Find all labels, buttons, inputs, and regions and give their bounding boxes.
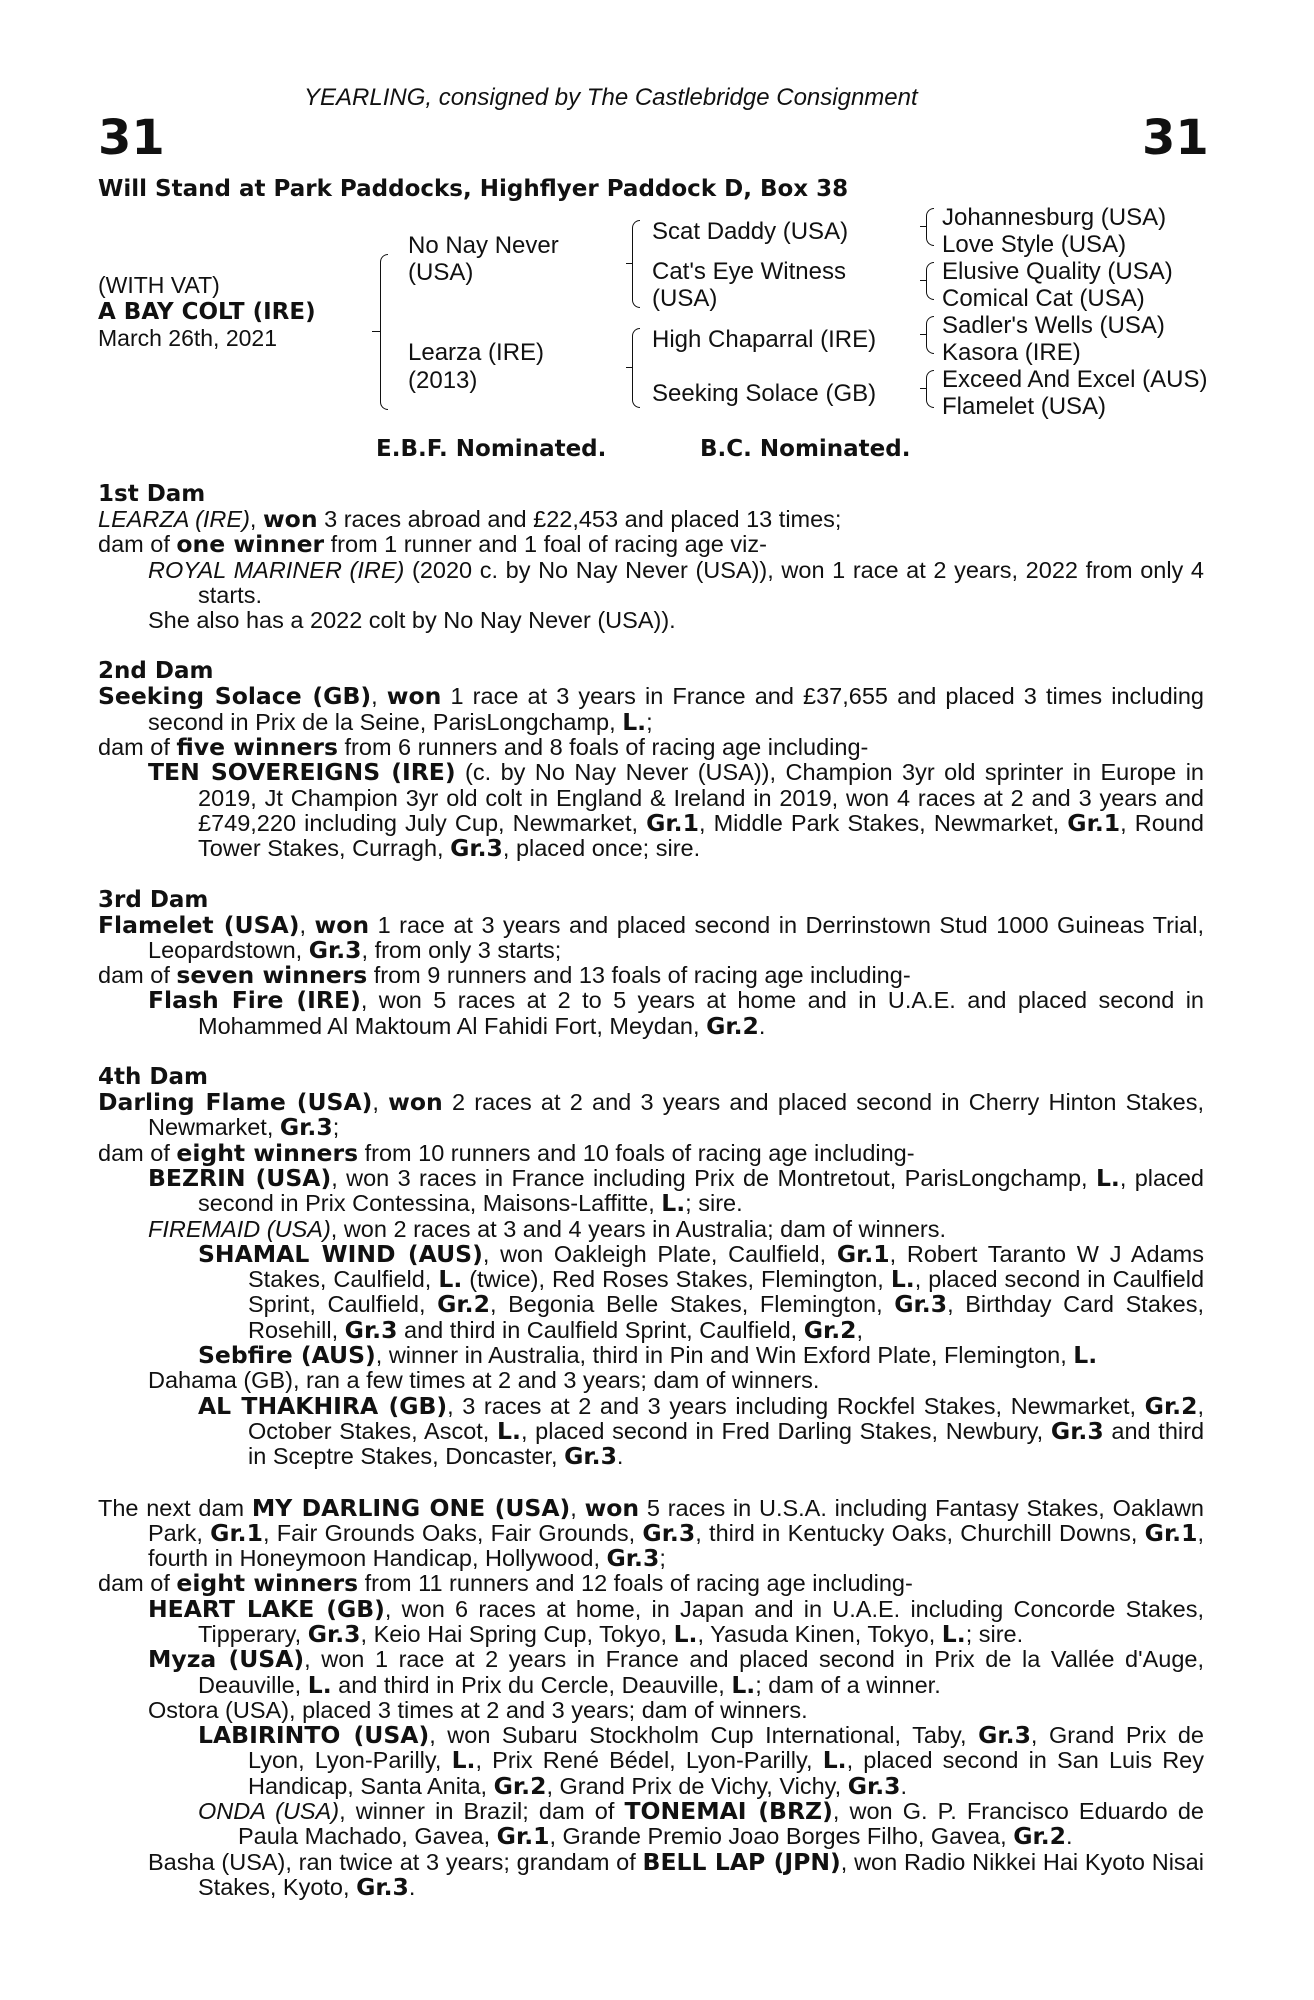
produce-ostora: Ostora (USA), placed 3 times at 2 and 3 years; dam of winners. <box>148 1696 808 1723</box>
catalogue-page-body <box>98 482 1204 1900</box>
produce-flash-fire: Flash Fire (IRE), won 5 races at 2 to 5 years at home and in U.A.E. and placed second in Mohammed Al Maktoum Al Fahidi Fort, Meydan, Gr.2. <box>148 986 1204 1040</box>
produce-2022-colt: She also has a 2022 colt by No Nay Never (USA)). <box>148 607 676 634</box>
second-dam-heading: 2nd Dam <box>98 658 214 685</box>
bc-nomination: B.C. Nominated. <box>700 436 911 462</box>
lot-number-right: 31 <box>1142 110 1209 166</box>
produce-firemaid: FIREMAID (USA), won 2 races at 3 and 4 years in Australia; dam of winners. <box>148 1215 947 1242</box>
next-dam-produce: dam of eight winners from 11 runners and 12 foals of racing age including- <box>98 1569 913 1598</box>
third-dam-text: Flamelet (USA), won 1 race at 3 years and placed second in Derrinstown Stud 1000 Guineas Trial, Leopardstown, Gr.3, from only 3 starts; <box>98 910 1204 964</box>
gg-brace-4 <box>926 370 934 408</box>
sire-line-brace <box>632 220 640 308</box>
pedigree-gg-8: Flamelet (USA) <box>942 393 1107 420</box>
produce-sebfire: Sebfire (AUS), winner in Australia, third in Pin and Win Exford Plate, Flemington, L. <box>198 1341 1098 1370</box>
pedigree-dam: Learza (IRE) <box>408 339 545 366</box>
first-dam-produce: dam of one winner from 1 runner and 1 foal of racing age viz- <box>98 530 767 559</box>
pedigree-gg-6: Kasora (IRE) <box>942 339 1081 366</box>
pedigree-dam-year: (2013) <box>408 367 478 394</box>
pedigree-granddam-2: Seeking Solace (GB) <box>652 380 877 407</box>
first-dam-heading: 1st Dam <box>98 481 206 507</box>
pedigree-gg-2: Love Style (USA) <box>942 231 1127 258</box>
pedigree-gg-1: Johannesburg (USA) <box>942 204 1167 231</box>
vat-note: (WITH VAT) <box>98 272 220 298</box>
pedigree-gg-4: Comical Cat (USA) <box>942 285 1145 312</box>
produce-dahama: Dahama (GB), ran a few times at 2 and 3 years; dam of winners. <box>148 1367 820 1394</box>
produce-royal-mariner: ROYAL MARINER (IRE) (2020 c. by No Nay Never (USA)), won 1 race at 2 years, 2022 from only 4 starts. <box>148 556 1204 608</box>
third-dam-produce: dam of seven winners from 9 runners and 13 foals of racing age including- <box>98 961 911 990</box>
pedigree-granddam-1: Cat's Eye Witness <box>652 258 846 285</box>
next-dam-text: The next dam MY DARLING ONE (USA), won 5 races in U.S.A. including Fantasy Stakes, Oaklawn Park, Gr.1, Fair Grounds Oaks, Fair Grounds, Gr.3, third in Kentucky Oaks, Churchill Downs, Gr.1, fourth in Honeymoon Handicap, Hollywood, Gr.3; <box>98 1493 1204 1573</box>
produce-al-thakhira: AL THAKHIRA (GB), 3 races at 2 and 3 years including Rockfel Stakes, Newmarket, Gr.2, October Stakes, Ascot, L., placed second in Fred Darling Stakes, Newbury, Gr.3 and third in Sceptre Stakes, Doncaster, Gr.3. <box>198 1391 1205 1471</box>
gg-brace-3 <box>926 316 934 354</box>
stabling-location: Will Stand at Park Paddocks, Highflyer Paddock D, Box 38 <box>98 176 849 202</box>
catalogue-subtitle: YEARLING, consigned by The Castlebridge Consignment <box>304 84 918 111</box>
fourth-dam-text: Darling Flame (USA), won 2 races at 2 and 3 years and placed second in Cherry Hinton Stakes, Newmarket, Gr.3; <box>98 1088 1205 1142</box>
gg-brace-1 <box>926 208 934 246</box>
gg-brace-2 <box>926 262 934 300</box>
produce-heart-lake: HEART LAKE (GB), won 6 races at home, in Japan and in U.A.E. including Concorde Stakes, Tipperary, Gr.3, Keio Hai Spring Cup, Tokyo, L., Yasuda Kinen, Tokyo, L.; sire. <box>148 1594 1204 1648</box>
dam-line-brace <box>632 328 640 408</box>
first-dam-text: LEARZA (IRE), won 3 races abroad and £22,453 and placed 13 times; <box>98 505 842 533</box>
produce-shamal-wind: SHAMAL WIND (AUS), won Oakleigh Plate, Caulfield, Gr.1, Robert Taranto W J Adams Stakes, Caulfield, L. (twice), Red Roses Stakes, Flemington, L., placed second in Caulfield Sprint, Caulfield, Gr.2, Begonia Belle Stakes, Flemington, Gr.3, Birthday Card Stakes, Rosehill, Gr.3 and third in Caulfield Sprint, Caulfield, Gr.2, <box>198 1239 1205 1344</box>
produce-labirinto: LABIRINTO (USA), won Subaru Stockholm Cup International, Taby, Gr.3, Grand Prix de Lyon, Lyon-Parilly, L., Prix René Bédel, Lyon-Parilly, L., placed second in San Luis Rey Handicap, Santa Anita, Gr.2, Grand Prix de Vichy, Vichy, Gr.3. <box>198 1721 1205 1800</box>
pedigree-sire: No Nay Never <box>408 232 559 259</box>
pedigree-sire-country: (USA) <box>408 259 474 286</box>
pedigree-gg-5: Sadler's Wells (USA) <box>942 312 1165 339</box>
lot-number-left: 31 <box>98 110 165 166</box>
pedigree-gg-7: Exceed And Excel (AUS) <box>942 366 1208 393</box>
ebf-nomination: E.B.F. Nominated. <box>376 436 607 462</box>
pedigree-gg-3: Elusive Quality (USA) <box>942 258 1173 285</box>
foaling-date: March 26th, 2021 <box>98 325 278 351</box>
second-dam-produce: dam of five winners from 6 runners and 8 foals of racing age including- <box>98 733 869 762</box>
third-dam-heading: 3rd Dam <box>98 886 209 913</box>
pedigree-grandsire: Scat Daddy (USA) <box>652 218 849 245</box>
produce-basha: Basha (USA), ran twice at 3 years; grandam of BELL LAP (JPN), won Radio Nikkei Hai Kyoto Nisai Stakes, Kyoto, Gr.3. <box>148 1847 1204 1901</box>
horse-name: A BAY COLT (IRE) <box>98 299 316 325</box>
fourth-dam-heading: 4th Dam <box>98 1064 208 1091</box>
second-dam-text: Seeking Solace (GB), won 1 race at 3 years in France and £37,655 and placed 3 times including second in Prix de la Seine, ParisLongchamp, L.; <box>98 682 1205 736</box>
produce-bezrin: BEZRIN (USA), won 3 races in France including Prix de Montretout, ParisLongchamp, L., placed second in Prix Contessina, Maisons-Laffitte, L.; sire. <box>148 1163 1204 1218</box>
produce-onda: ONDA (USA), winner in Brazil; dam of TONEMAI (BRZ), won G. P. Francisco Eduardo de Paula Machado, Gavea, Gr.1, Grande Premio Joao Borges Filho, Gavea, Gr.2. <box>198 1797 1204 1851</box>
pedigree-main-brace <box>372 254 392 410</box>
pedigree-grandsire-2: High Chaparral (IRE) <box>652 326 877 353</box>
produce-myza: Myza (USA), won 1 race at 2 years in France and placed second in Prix de la Vallée d'Auge, Deauville, L. and third in Prix du Cercle, Deauville, L.; dam of a winner. <box>148 1645 1204 1699</box>
pedigree-granddam-1-country: (USA) <box>652 285 718 312</box>
fourth-dam-produce: dam of eight winners from 10 runners and 10 foals of racing age including- <box>98 1138 915 1167</box>
produce-ten-sovereigns: TEN SOVEREIGNS (IRE) (c. by No Nay Never (USA)), Champion 3yr old sprinter in Europe in 2019, Jt Champion 3yr old colt in England & Ireland in 2019, won 4 races at 2 and 3 years and £749,220 including July Cup, Newmarket, Gr.1, Middle Park Stakes, Newmarket, Gr.1, Round Tower Stakes, Curragh, Gr.3, placed once; sire. <box>148 758 1204 863</box>
